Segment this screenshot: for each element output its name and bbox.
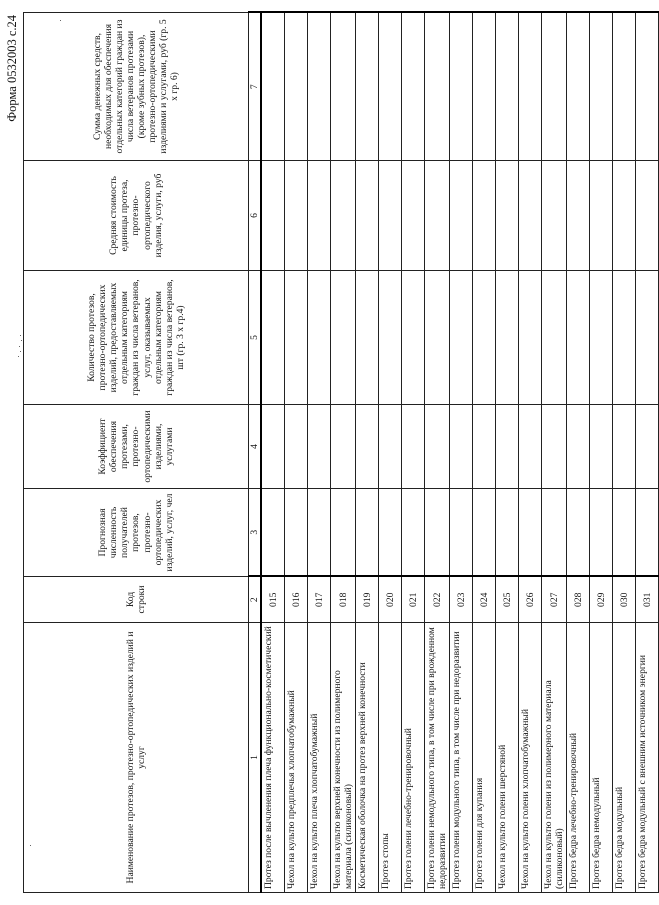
prosthesis-table — [23, 12, 659, 894]
empty-cell — [636, 405, 659, 489]
empty-cell — [450, 489, 473, 577]
empty-cell — [379, 489, 402, 577]
table-row — [308, 13, 331, 893]
empty-cell — [285, 405, 308, 489]
empty-cell — [636, 271, 659, 405]
empty-cell — [590, 271, 613, 405]
empty-cell — [356, 161, 379, 271]
empty-cell — [331, 161, 356, 271]
row-code: 028 — [567, 577, 590, 623]
empty-cell — [308, 161, 331, 271]
empty-cell — [379, 161, 402, 271]
row-code: 031 — [636, 577, 659, 623]
row-name: Чехол на культю верхней конечности из полимерного материала (силиконовый) — [331, 623, 356, 893]
empty-cell — [590, 489, 613, 577]
empty-cell — [519, 13, 542, 161]
table-row — [379, 13, 402, 893]
empty-cell — [613, 489, 636, 577]
scan-speck — [20, 351, 21, 352]
table-row — [473, 13, 496, 893]
row-name: Протез бедра модульный с внешним источником энергии — [636, 623, 659, 893]
empty-cell — [261, 405, 285, 489]
empty-cell — [450, 161, 473, 271]
empty-cell — [542, 489, 567, 577]
empty-cell — [613, 405, 636, 489]
empty-cell — [450, 13, 473, 161]
table-row — [402, 13, 425, 893]
row-code: 016 — [285, 577, 308, 623]
column-header: Сумма денежных средств, необходимых для обеспечения отдельных категорий граждан из числа ветеранов протезами (кроме зубных протезов), протезно-ортопедическими изделиями и услугами, руб (гр. 5 х гр. 6) — [24, 13, 249, 161]
empty-cell — [285, 13, 308, 161]
row-code: 029 — [590, 577, 613, 623]
row-code: 025 — [496, 577, 519, 623]
empty-cell — [473, 405, 496, 489]
empty-cell — [285, 161, 308, 271]
empty-cell — [308, 13, 331, 161]
row-name: Чехол на культю плеча хлопчатобумажный — [308, 623, 331, 893]
column-header: Средняя стоимость единицы протеза, протезно-ортопедического изделия, услуги, руб — [24, 161, 249, 271]
empty-cell — [567, 405, 590, 489]
empty-cell — [519, 489, 542, 577]
row-name: Чехол на культю голени хлопчатобумажный — [519, 623, 542, 893]
empty-cell — [450, 405, 473, 489]
empty-cell — [542, 405, 567, 489]
column-header: Количество протезов, протезно-ортопедических изделий, предоставляемых отдельным категориям граждан из числа ветеранов, услуг, оказываемых отдельным категориям граждан из числа ветеранов, шт (гр. 3 х гр.4) — [24, 271, 249, 405]
empty-cell — [261, 13, 285, 161]
row-name: Чехол на культю голени шерстяной — [496, 623, 519, 893]
empty-cell — [567, 489, 590, 577]
empty-cell — [308, 271, 331, 405]
empty-cell — [425, 489, 450, 577]
table-row — [285, 13, 308, 893]
empty-cell — [567, 161, 590, 271]
empty-cell — [285, 489, 308, 577]
empty-cell — [285, 271, 308, 405]
empty-cell — [567, 271, 590, 405]
row-name: Чехол на культю предплечья хлопчатобумажный — [285, 623, 308, 893]
empty-cell — [450, 271, 473, 405]
table-row — [425, 13, 450, 893]
column-header: Код строки — [24, 577, 249, 623]
empty-cell — [379, 13, 402, 161]
empty-cell — [331, 405, 356, 489]
column-number: 6 — [249, 161, 262, 271]
empty-cell — [308, 405, 331, 489]
column-header: Наименование протезов, протезно-ортопедических изделий и услуг — [24, 623, 249, 893]
row-code: 023 — [450, 577, 473, 623]
form-reference: Форма 0532003 с.24 — [5, 15, 19, 122]
empty-cell — [519, 405, 542, 489]
row-code: 027 — [542, 577, 567, 623]
empty-cell — [356, 405, 379, 489]
empty-cell — [425, 271, 450, 405]
row-name: Протез бедра немодульный — [590, 623, 613, 893]
empty-cell — [542, 161, 567, 271]
column-number-row — [249, 13, 262, 893]
table-row — [496, 13, 519, 893]
row-name: Протез голени немодульного типа, в том числе при врожденном недоразвитии — [425, 623, 450, 893]
row-code: 026 — [519, 577, 542, 623]
empty-cell — [425, 13, 450, 161]
empty-cell — [496, 489, 519, 577]
scan-speck — [19, 346, 20, 347]
scan-speck — [20, 335, 21, 336]
empty-cell — [425, 405, 450, 489]
empty-cell — [542, 271, 567, 405]
table-row — [613, 13, 636, 893]
row-name: Протез голени для купания — [473, 623, 496, 893]
scan-speck — [18, 356, 19, 357]
empty-cell — [331, 489, 356, 577]
empty-cell — [519, 161, 542, 271]
column-number: 3 — [249, 489, 262, 577]
scan-speck — [60, 20, 61, 21]
empty-cell — [636, 13, 659, 161]
column-number: 1 — [249, 623, 262, 893]
column-header: Прогнозная численность получателей протезов, протезно-ортопедических изделий, услуг, чел — [24, 489, 249, 577]
rotated-form — [5, 13, 653, 893]
empty-cell — [590, 161, 613, 271]
table-row — [519, 13, 542, 893]
table-row — [450, 13, 473, 893]
table-row — [261, 13, 285, 893]
column-header: Коэффициент обеспечения протезами, протезно-ортопедическими изделиями, услугами — [24, 405, 249, 489]
empty-cell — [402, 161, 425, 271]
empty-cell — [261, 271, 285, 405]
empty-cell — [402, 489, 425, 577]
row-code: 030 — [613, 577, 636, 623]
row-code: 015 — [261, 577, 285, 623]
empty-cell — [261, 161, 285, 271]
row-name: Протез бедра лечебно-тренировочный — [567, 623, 590, 893]
row-code: 022 — [425, 577, 450, 623]
empty-cell — [613, 161, 636, 271]
empty-cell — [473, 13, 496, 161]
empty-cell — [379, 405, 402, 489]
empty-cell — [402, 405, 425, 489]
row-code: 018 — [331, 577, 356, 623]
row-name: Чехол на культю голени из полимерного материала (силиконовый) — [542, 623, 567, 893]
empty-cell — [590, 13, 613, 161]
scan-speck — [30, 845, 31, 846]
table-row — [636, 13, 659, 893]
column-number: 2 — [249, 577, 262, 623]
scan-speck — [21, 340, 22, 341]
empty-cell — [261, 489, 285, 577]
empty-cell — [590, 405, 613, 489]
header-row — [24, 13, 249, 893]
column-number: 7 — [249, 13, 262, 161]
empty-cell — [331, 13, 356, 161]
row-code: 017 — [308, 577, 331, 623]
empty-cell — [379, 271, 402, 405]
empty-cell — [496, 13, 519, 161]
row-code: 019 — [356, 577, 379, 623]
empty-cell — [473, 271, 496, 405]
empty-cell — [613, 271, 636, 405]
empty-cell — [331, 271, 356, 405]
empty-cell — [425, 161, 450, 271]
row-name: Протез голени лечебно-тренировочный — [402, 623, 425, 893]
row-name: Косметическая оболочка на протез верхней конечности — [356, 623, 379, 893]
table-row — [542, 13, 567, 893]
empty-cell — [636, 489, 659, 577]
table-row — [331, 13, 356, 893]
empty-cell — [402, 271, 425, 405]
row-code: 021 — [402, 577, 425, 623]
empty-cell — [308, 489, 331, 577]
empty-cell — [496, 405, 519, 489]
empty-cell — [473, 489, 496, 577]
row-code: 024 — [473, 577, 496, 623]
empty-cell — [356, 13, 379, 161]
empty-cell — [567, 13, 590, 161]
empty-cell — [356, 489, 379, 577]
empty-cell — [473, 161, 496, 271]
empty-cell — [496, 271, 519, 405]
row-name: Протез голени модульного типа, в том числе при недоразвитии — [450, 623, 473, 893]
column-number: 5 — [249, 271, 262, 405]
empty-cell — [542, 13, 567, 161]
empty-cell — [519, 271, 542, 405]
row-code: 020 — [379, 577, 402, 623]
empty-cell — [636, 161, 659, 271]
column-number: 4 — [249, 405, 262, 489]
empty-cell — [402, 13, 425, 161]
row-name: Протез после вычленения плеча функционально-косметический — [261, 623, 285, 893]
table-row — [356, 13, 379, 893]
row-name: Протез бедра модульный — [613, 623, 636, 893]
empty-cell — [356, 271, 379, 405]
empty-cell — [613, 13, 636, 161]
table-row — [567, 13, 590, 893]
table-row — [590, 13, 613, 893]
empty-cell — [496, 161, 519, 271]
row-name: Протез стопы — [379, 623, 402, 893]
